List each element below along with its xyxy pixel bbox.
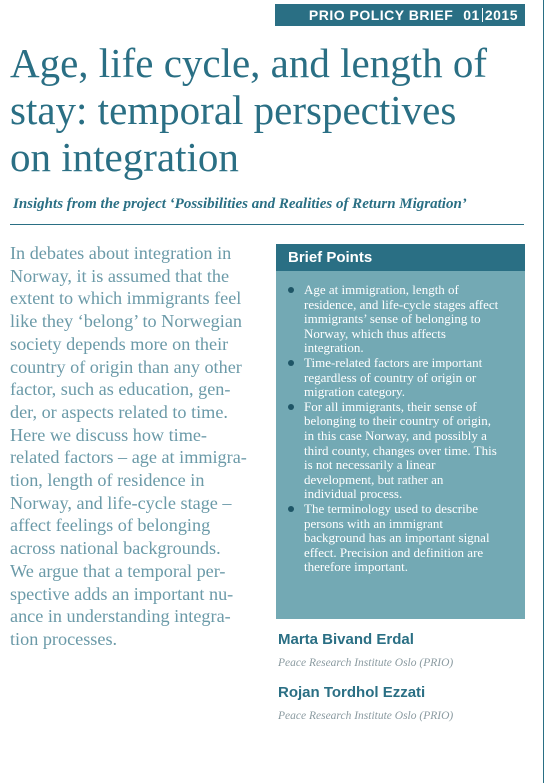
lead-line: affect feelings of belonging <box>10 515 211 536</box>
title-line: on integration <box>10 134 239 180</box>
lead-line: spective adds an important nu- <box>10 583 234 604</box>
brief-point-line: development, but rather an <box>304 471 444 487</box>
brief-point-line: individual process. <box>304 486 403 502</box>
author-affiliation: Peace Research Institute Oslo (PRIO) <box>278 710 454 722</box>
brief-point-line: regardless of country of origin or <box>304 369 477 385</box>
series-label: PRIO POLICY BRIEF <box>308 7 454 23</box>
bullet-icon <box>288 287 294 293</box>
brief-point-text <box>304 502 519 575</box>
brief-point-line: migration category. <box>304 384 405 400</box>
lead-line: Norway, it is assumed that the <box>10 265 230 286</box>
brief-points-heading: Brief Points <box>276 244 525 271</box>
lead-line: In debates about integration in <box>10 243 232 263</box>
lead-line: extent to which immigrants feel <box>10 288 242 309</box>
lead-line: ance in understanding integra- <box>10 606 231 627</box>
lead-line: der, or aspects related to time. <box>10 401 228 422</box>
brief-point-text <box>304 283 519 356</box>
subtitle-divider <box>10 224 524 225</box>
title-line: Age, life cycle, and length of <box>10 40 488 86</box>
brief-point-line: immigrants’ sense of belonging to <box>304 311 481 327</box>
lead-line: We argue that a temporal per- <box>10 560 226 581</box>
lead-line: related factors – age at immigra- <box>10 447 247 468</box>
brief-point-line: residence, and life-cycle stages affect <box>304 296 499 312</box>
issue-number: 01 <box>463 7 480 23</box>
brief-point-line: Time-related factors are important <box>304 354 483 370</box>
brief-point-line: third county, changes over time. This <box>304 442 497 458</box>
brief-point-text <box>304 400 519 502</box>
brief-points-box <box>276 244 525 619</box>
lead-line: factor, such as education, gen- <box>10 379 231 400</box>
brief-points-list <box>276 283 525 575</box>
brief-point-line: Norway, which thus affects <box>304 325 446 341</box>
author-affiliation: Peace Research Institute Oslo (PRIO) <box>278 657 454 669</box>
brief-point-line: therefore important. <box>304 559 408 575</box>
brief-point-line: Age at immigration, length of <box>304 282 459 297</box>
page-edge-rule <box>543 0 544 783</box>
brief-point <box>288 502 519 575</box>
brief-point <box>288 356 519 400</box>
brief-point-line: is not necessarily a linear <box>304 457 436 473</box>
issue-separator <box>482 8 483 22</box>
author-name: Rojan Tordhol Ezzati <box>278 684 426 701</box>
brief-point-line: background has an important signal <box>304 530 490 546</box>
lead-line: country of origin than any other <box>10 356 242 377</box>
brief-point-line: persons with an immigrant <box>304 515 444 531</box>
brief-point-line: effect. Precision and definition are <box>304 544 484 560</box>
title-line: stay: temporal perspectives <box>10 87 457 133</box>
brief-point-line: belonging to their country of origin, <box>304 413 492 429</box>
series-banner <box>275 4 525 26</box>
brief-point <box>288 400 519 502</box>
lead-paragraph <box>10 242 256 651</box>
lead-line: Here we discuss how time- <box>10 424 207 445</box>
lead-line: like they ‘belong’ to Norwegian <box>10 311 242 332</box>
brief-point-line: in this case Norway, and possibly a <box>304 427 487 443</box>
brief-point-line: The terminology used to describe <box>304 500 479 516</box>
lead-line: society depends more on their <box>10 333 229 354</box>
brief-point-text <box>304 356 519 400</box>
bullet-icon <box>288 506 294 512</box>
lead-line: across national backgrounds. <box>10 538 221 559</box>
bullet-icon <box>288 404 294 410</box>
lead-line: tion, length of residence in <box>10 470 205 491</box>
bullet-icon <box>288 360 294 366</box>
brief-point-line: integration. <box>304 340 364 356</box>
author-name: Marta Bivand Erdal <box>278 631 414 648</box>
page-title <box>10 40 535 181</box>
issue-year: 2015 <box>484 7 518 23</box>
lead-line: tion processes. <box>10 628 118 649</box>
brief-point <box>288 283 519 356</box>
page-subtitle: Insights from the project ‘Possibilities and Realities of Return Migration’ <box>13 196 467 212</box>
brief-point-line: For all immigrants, their sense of <box>304 398 477 414</box>
lead-line: Norway, and life-cycle stage – <box>10 492 232 513</box>
